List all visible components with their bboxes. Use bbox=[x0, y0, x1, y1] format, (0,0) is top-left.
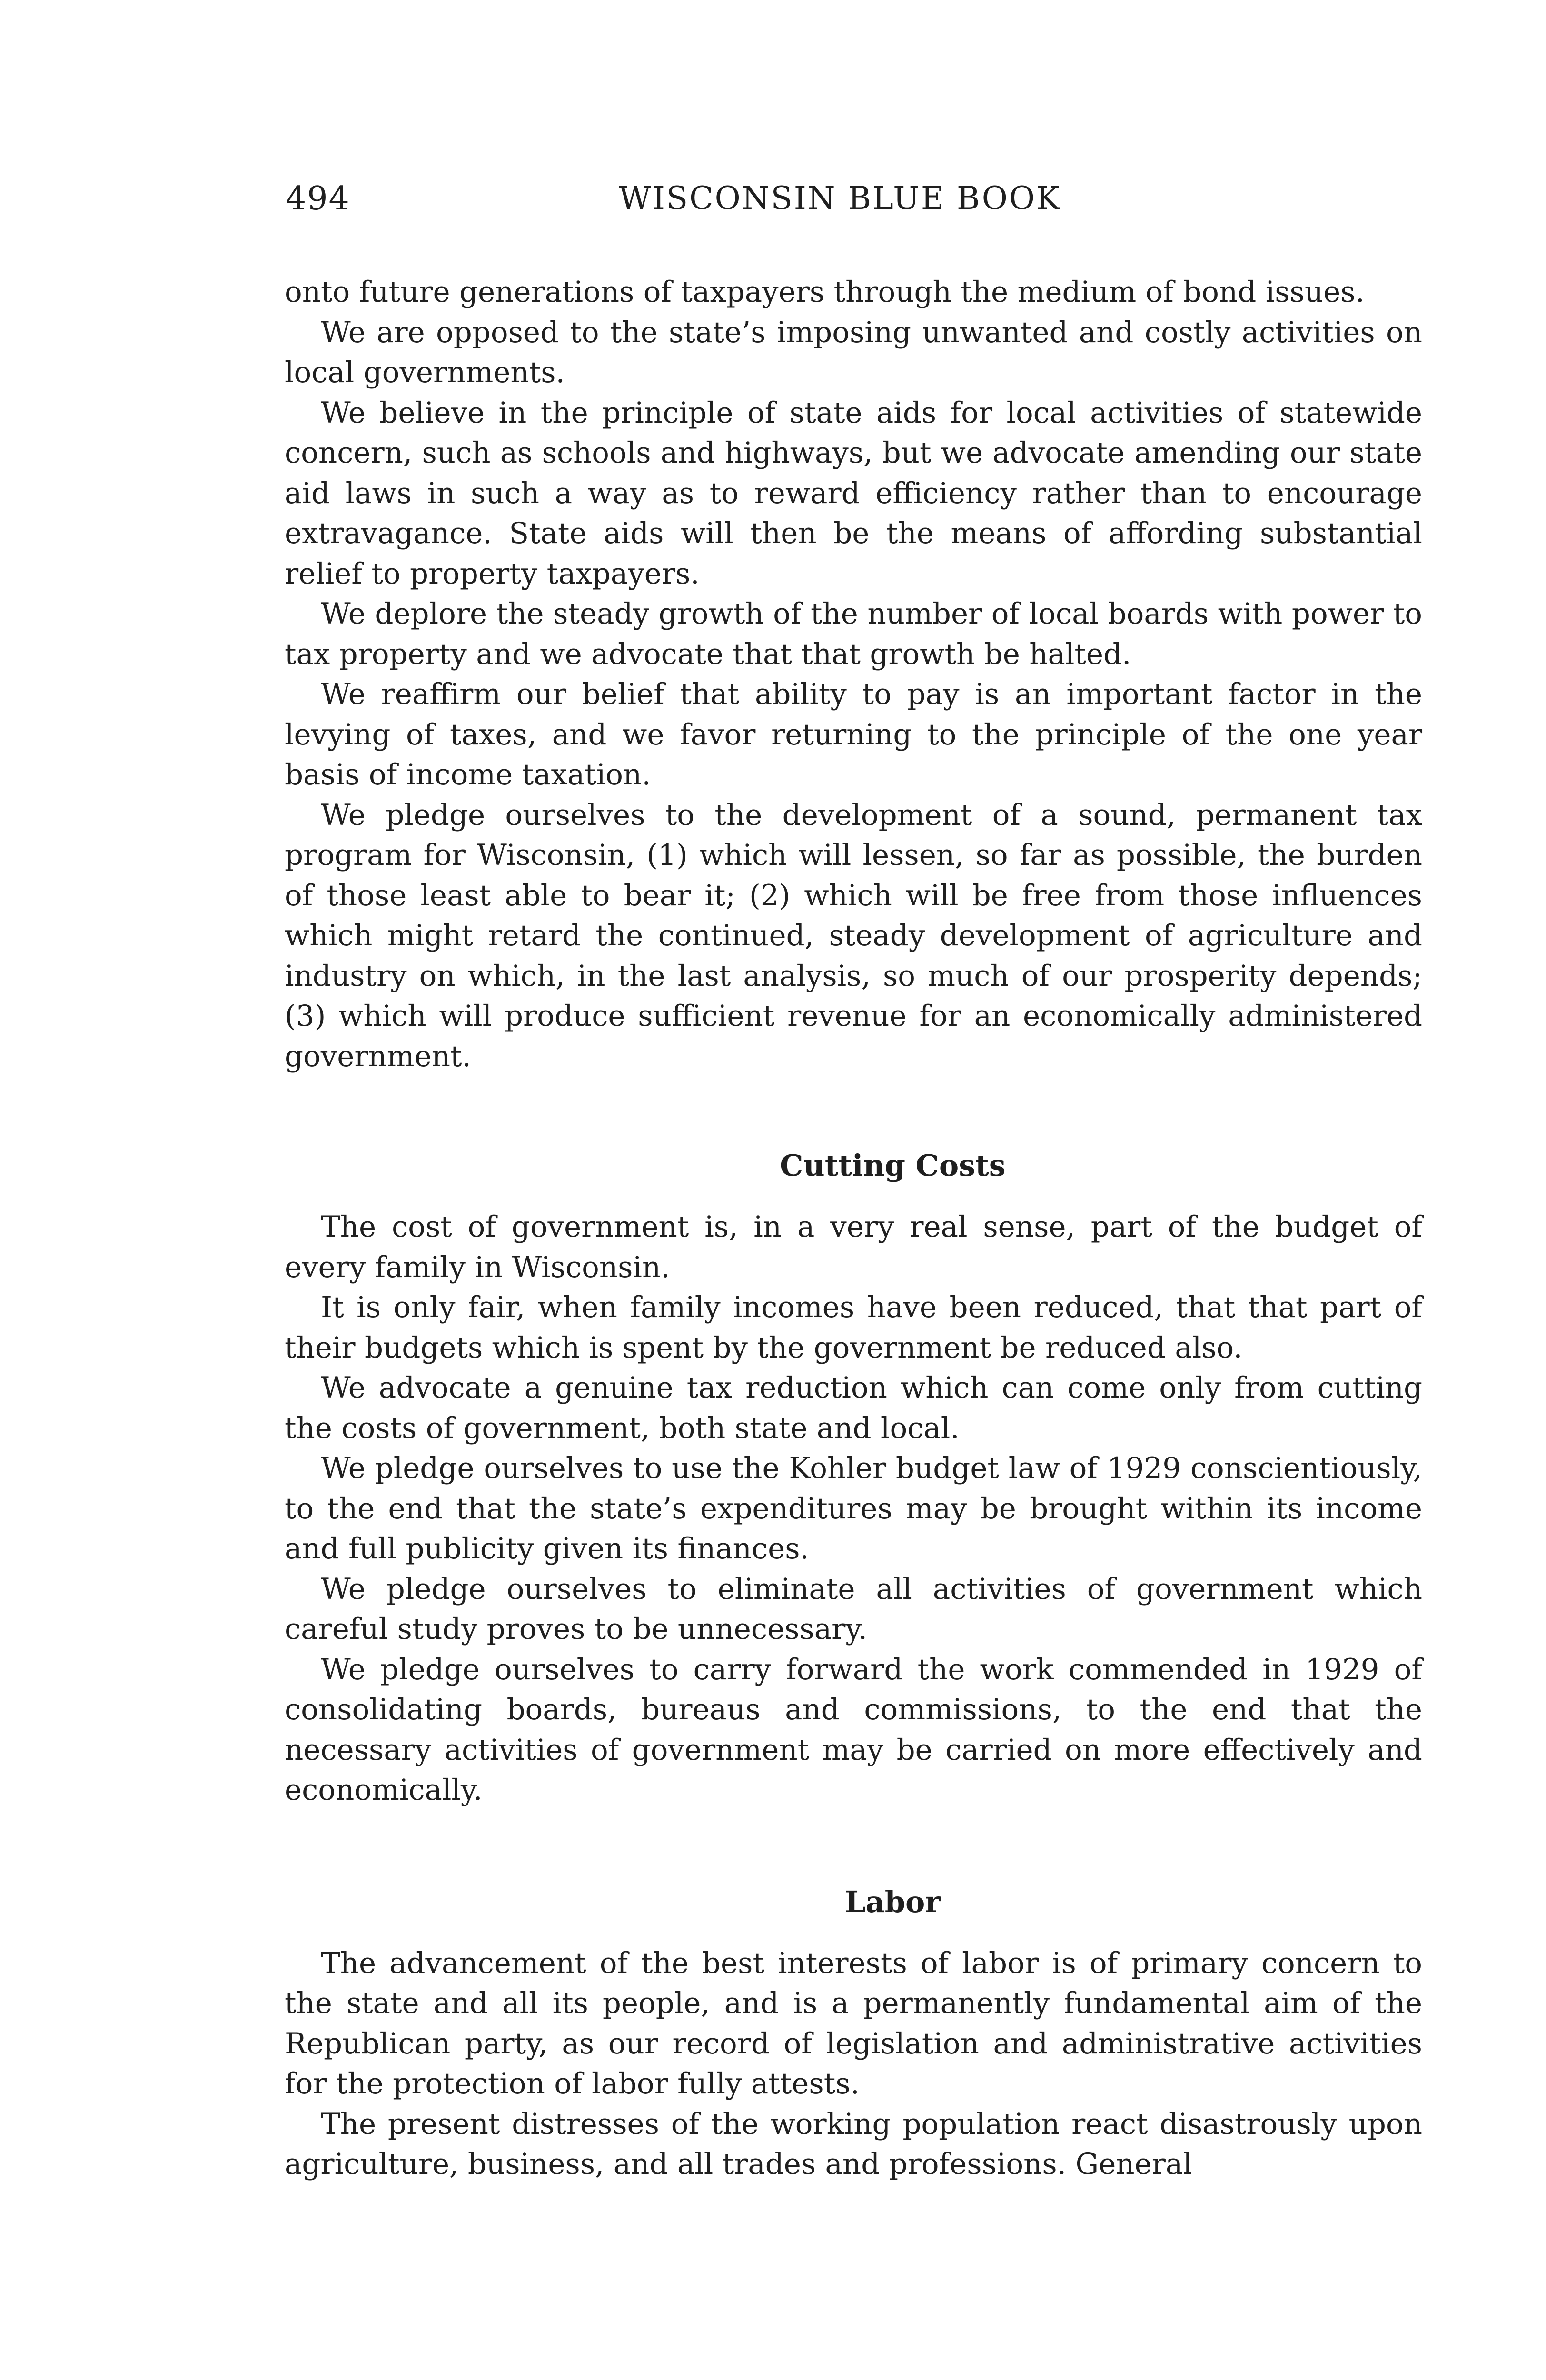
running-title: WISCONSIN BLUE BOOK bbox=[619, 180, 1061, 217]
section-heading-cutting-costs: Cutting Costs bbox=[780, 1148, 1006, 1183]
body-text bbox=[285, 272, 1422, 2185]
paragraph: We advocate a genuine tax reduction which can come only from cutting the costs of government, both state and local. bbox=[285, 1371, 1422, 1445]
section-heading-labor: Labor bbox=[844, 1884, 941, 1919]
paragraph: onto future generations of taxpayers through the medium of bond issues. bbox=[285, 275, 1365, 309]
paragraph: We pledge ourselves to carry forward the work commended in 1929 of consolidating boards, bureaus and commissions, to the end that the necessary activities of government may be carried on more effectively and economically. bbox=[285, 1652, 1422, 1807]
paragraph: We believe in the principle of state aids for local activities of statewide concern, such as schools and highways, but we advocate amending our state aid laws in such a way as to reward efficiency rather than to encourage extravagance. State aids will then be the means of affording substantial relief to property taxpayers. bbox=[285, 396, 1422, 591]
paragraph: It is only fair, when family incomes have been reduced, that that part of their budgets which is spent by the government be reduced also. bbox=[285, 1290, 1422, 1365]
page-number: 494 bbox=[286, 180, 350, 218]
paragraph: The present distresses of the working population react disastrously upon agriculture, business, and all trades and professions. General bbox=[285, 2107, 1422, 2181]
paragraph: We pledge ourselves to use the Kohler budget law of 1929 conscientiously, to the end that the state’s expenditures may be brought within its income and full publicity given its finances. bbox=[285, 1451, 1422, 1566]
paragraph: We pledge ourselves to the development of a sound, permanent tax program for Wisconsin, (1) which will lessen, so far as possible, the burden of those least able to bear it; (2) which will be free from those influences which might retard the continued, steady development of agriculture and industry on which, in the last analysis, so much of our prosperity depends; (3) which will produce sufficient revenue for an economically administered government. bbox=[285, 798, 1422, 1073]
paragraph: The cost of government is, in a very real sense, part of the budget of every family in Wisconsin. bbox=[285, 1210, 1422, 1284]
running-head bbox=[286, 180, 1095, 232]
paragraph: We deplore the steady growth of the number of local boards with power to tax property and we advocate that that growth be halted. bbox=[285, 597, 1422, 671]
paragraph: We are opposed to the state’s imposing unwanted and costly activities on local governments. bbox=[285, 315, 1422, 389]
paragraph: We reaffirm our belief that ability to pay is an important factor in the levying of taxes, and we favor returning to the principle of the one year basis of income taxation. bbox=[285, 677, 1422, 792]
paragraph: We pledge ourselves to eliminate all activities of government which careful study proves to be unnecessary. bbox=[285, 1572, 1422, 1646]
paragraph: The advancement of the best interests of labor is of primary concern to the state and all its people, and is a permanently fundamental aim of the Republican party, as our record of legislation and administrative activities for the protection of labor fully attests. bbox=[285, 1946, 1422, 2101]
